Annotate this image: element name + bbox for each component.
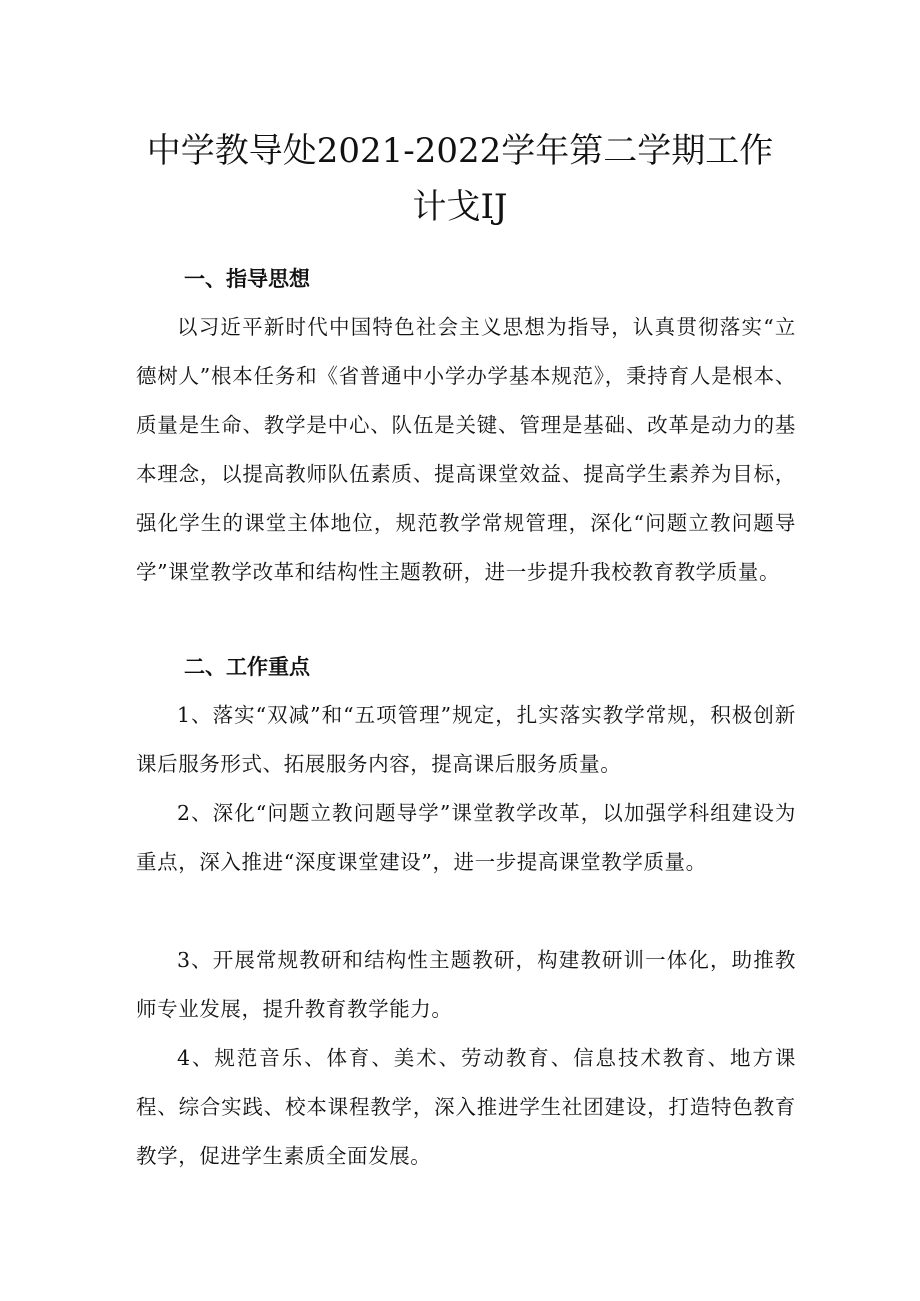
paragraph-focus-1: 1、落实“双减”和“五项管理”规定，扎实落实教学常规，积极创新课后服务形式、拓展服务内容，提高课后服务质量。 (136, 703, 796, 776)
paragraph-guiding-thought: 以习近平新时代中国特色社会主义思想为指导，认真贯彻落实“立德树人”根本任务和《省普通中小学办学基本规范》，秉持育人是根本、质量是生命、教学是中心、队伍是关键、管理是基础、改革是动力的基本理念，以提高教师队伍素质、提高课堂效益、提高学生素养为目标，强化学生的课堂主体地位，规范教学常规管理，深化“问题立教问题导学”课堂教学改革和结构性主题教研，进一步提升我校教育教学质量。 (136, 315, 796, 584)
paragraph-focus-4: 4、规范音乐、体育、美术、劳动教育、信息技术教育、地方课程、综合实践、校本课程教学，深入推进学生社团建设，打造特色教育教学，促进学生素质全面发展。 (136, 1046, 796, 1168)
section-heading-guiding-thought: 一、指导思想 (184, 267, 310, 291)
section-heading-work-focus: 二、工作重点 (184, 655, 310, 679)
document-title-line1: 中学教导处2021-2022学年第二学期工作 (146, 131, 774, 171)
paragraph-focus-2: 2、深化“问题立教问题导学”课堂教学改革，以加强学科组建设为重点，深入推进“深度课堂建设”，进一步提高课堂教学质量。 (136, 801, 796, 874)
paragraph-focus-3: 3、开展常规教研和结构性主题教研，构建教研训一体化，助推教师专业发展，提升教育教学能力。 (136, 948, 796, 1021)
document-title-line2: 计戈IJ (412, 187, 508, 227)
